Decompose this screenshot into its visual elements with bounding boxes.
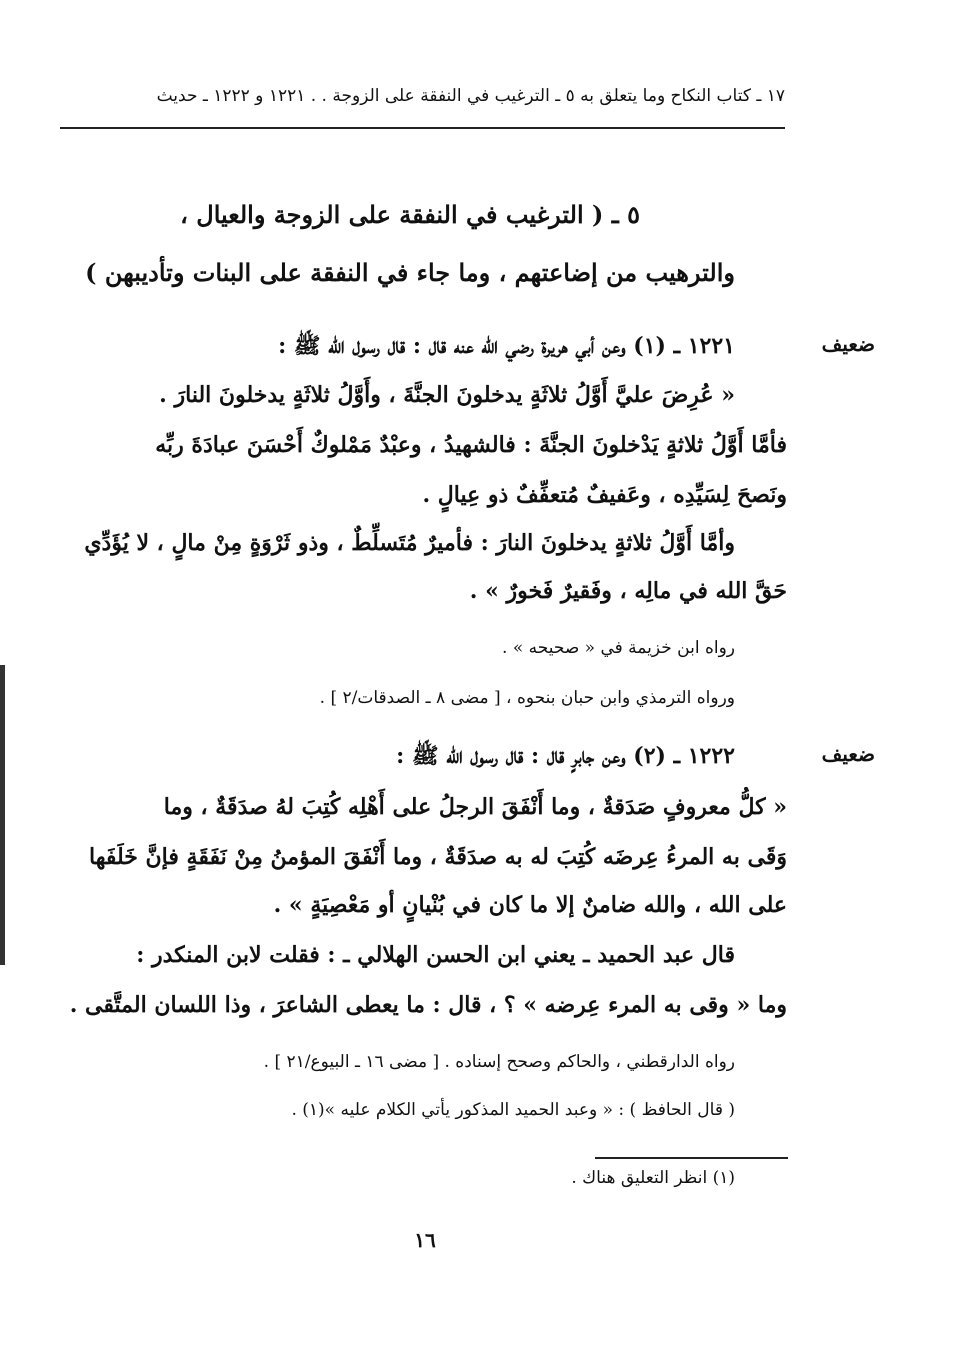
footnote-rule — [595, 1157, 788, 1159]
hadith-1221-grade: ضعيف — [821, 332, 875, 356]
hadith-1221-source: ورواه الترمذي وابن حبان بنحوه ، [ مضى ٨ ـ الصدقات/٢ ] . — [319, 688, 735, 708]
hadith-1222-line: « كلُّ معروفٍ صَدَقةٌ ، وما أَنْفَقَ الرجلُ على أَهْلِه كُتِبَ لهُ صدَقَةٌ ، وما — [163, 794, 787, 820]
hadith-1222-line: قال عبد الحميد ـ يعني ابن الحسن الهلالي ـ : فقلت لابن المنكدر : — [136, 942, 735, 968]
section-title-line1: ٥ ـ ( الترغيب في النفقة على الزوجة والعيال ، — [180, 200, 640, 229]
hadith-1222-intro: ١٢٢٢ ـ (٢) وعن جابرٍ قال : قال رسول الله ﷺ : — [396, 743, 735, 769]
hadith-1222-grade: ضعيف — [821, 742, 875, 766]
hadith-1221-line: فأمَّا أَوَّلُ ثلاثةٍ يَدْخلونَ الجنَّةَ : فالشهيدُ ، وعبْدٌ مَمْلوكٌ أَحْسَنَ عبادَةَ ربِّه — [155, 432, 787, 458]
hadith-1222-note: ( قال الحافظ ) : « وعبد الحميد المذكور يأتي الكلام عليه »(١) . — [291, 1100, 735, 1120]
hadith-1221-intro: ١٢٢١ ـ (١) وعن أبي هريرة رضي الله عنه قال : قال رسول الله ﷺ : — [278, 333, 735, 359]
header-rule — [60, 127, 785, 129]
hadith-1221-line: حَقَّ الله في مالِه ، وفَقيرٌ فَخورٌ » . — [469, 578, 787, 604]
binding-edge — [0, 665, 5, 965]
hadith-1221-line: وأمَّا أَوَّلُ ثلاثةٍ يدخلونَ النارَ : فأميرٌ مُتَسلِّطٌ ، وذو ثَرْوَةٍ مِنْ مالٍ ، لا يُؤَدِّي — [84, 530, 735, 556]
running-header: ١٧ ـ كتاب النكاح وما يتعلق به ٥ ـ الترغيب في النفقة على الزوجة . . ١٢٢١ و ١٢٢٢ ـ حديث — [156, 86, 785, 106]
hadith-1221-line: ونَصحَ لِسَيِّدِه ، وعَفيفٌ مُتعفِّفٌ ذو عِيالٍ . — [422, 482, 787, 508]
hadith-1222-line: وما « وقى به المرء عِرضه » ؟ ، قال : ما يعطى الشاعرَ ، وذا اللسان المتَّقى . — [69, 992, 787, 1018]
hadith-1222-line: وَقَى به المرءُ عِرضَه كُتِبَ له به صدَقَةٌ ، وما أَنْفَقَ المؤمنُ مِنْ نَفَقَةٍ فإنَّ خَلَفَها — [88, 844, 787, 870]
hadith-1222-source: رواه الدارقطني ، والحاكم وصحح إسناده . [ مضى ١٦ ـ البيوع/٢١ ] . — [263, 1052, 735, 1072]
footnote: (١) انظر التعليق هناك . — [571, 1168, 735, 1188]
section-title-line2: والترهيب من إضاعتهم ، وما جاء في النفقة على البنات وتأديبهن ) — [85, 258, 735, 287]
hadith-1221-line: « عُرِضَ عليَّ أَوَّلُ ثلاثَةٍ يدخلونَ الجنَّةَ ، وأَوَّلُ ثلاثَةٍ يدخلونَ النارَ . — [159, 382, 735, 408]
page-number: ١٦ — [414, 1228, 436, 1252]
hadith-1222-line: على الله ، والله ضامنٌ إلا ما كان في بُنْيانٍ أو مَعْصِيَةٍ » . — [273, 892, 787, 918]
hadith-1221-source: رواه ابن خزيمة في « صحيحه » . — [502, 638, 735, 658]
